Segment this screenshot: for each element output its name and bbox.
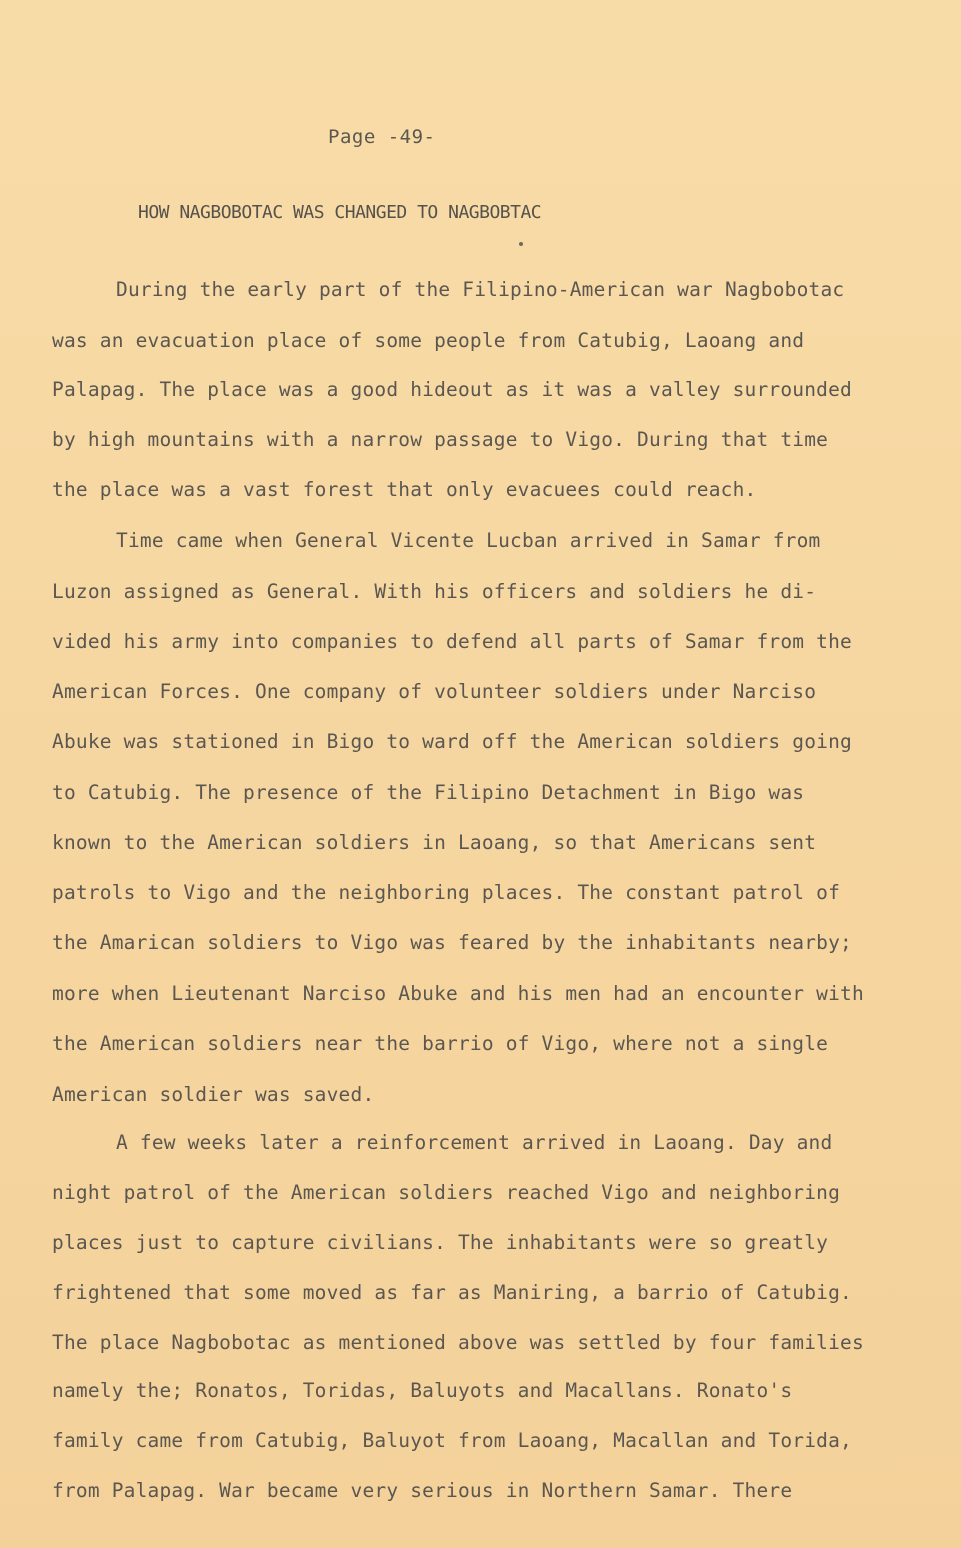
page-number: Page -49- (328, 126, 436, 148)
text-line: more when Lieutenant Narciso Abuke and his men had an encounter with (52, 982, 864, 1005)
text-line: Abuke was stationed in Bigo to ward off the American soldiers going (52, 730, 852, 753)
text-line: vided his army into companies to defend all parts of Samar from the (52, 630, 852, 653)
text-line: American Forces. One company of volunteer soldiers under Narciso (52, 680, 817, 703)
text-line: night patrol of the American soldiers reached Vigo and neighboring (52, 1181, 841, 1204)
text-line: American soldier was saved. (52, 1083, 375, 1106)
text-line: to Catubig. The presence of the Filipino Detachment in Bigo was (52, 781, 805, 804)
ink-dot (519, 242, 523, 246)
text-line: Palapag. The place was a good hideout as it was a valley surrounded (52, 378, 852, 401)
document-title: HOW NAGBOBOTAC WAS CHANGED TO NAGBOBTAC (138, 202, 542, 223)
text-line: the Amarican soldiers to Vigo was feared by the inhabitants nearby; (52, 931, 852, 954)
text-line: was an evacuation place of some people from Catubig, Laoang and (52, 329, 805, 352)
text-line: the American soldiers near the barrio of Vigo, where not a single (52, 1032, 829, 1055)
text-line: The place Nagbobotac as mentioned above was settled by four families (52, 1331, 864, 1354)
text-line: patrols to Vigo and the neighboring places. The constant patrol of (52, 881, 841, 904)
text-line: A few weeks later a reinforcement arrived in Laoang. Day and (116, 1131, 833, 1154)
text-line: family came from Catubig, Baluyot from Laoang, Macallan and Torida, (52, 1429, 852, 1452)
text-line: frightened that some moved as far as Maniring, a barrio of Catubig. (52, 1281, 852, 1304)
text-line: known to the American soldiers in Laoang, so that Americans sent (52, 831, 817, 854)
text-line: During the early part of the Filipino-American war Nagbobotac (116, 278, 845, 301)
text-line: Time came when General Vicente Lucban arrived in Samar from (116, 529, 821, 552)
text-line: Luzon assigned as General. With his officers and soldiers he di- (52, 580, 817, 603)
text-line: the place was a vast forest that only evacuees could reach. (52, 478, 757, 501)
text-line: namely the; Ronatos, Toridas, Baluyots and Macallans. Ronato's (52, 1379, 793, 1402)
text-line: from Palapag. War became very serious in Northern Samar. There (52, 1479, 793, 1502)
text-line: by high mountains with a narrow passage to Vigo. During that time (52, 428, 829, 451)
text-line: places just to capture civilians. The inhabitants were so greatly (52, 1231, 829, 1254)
